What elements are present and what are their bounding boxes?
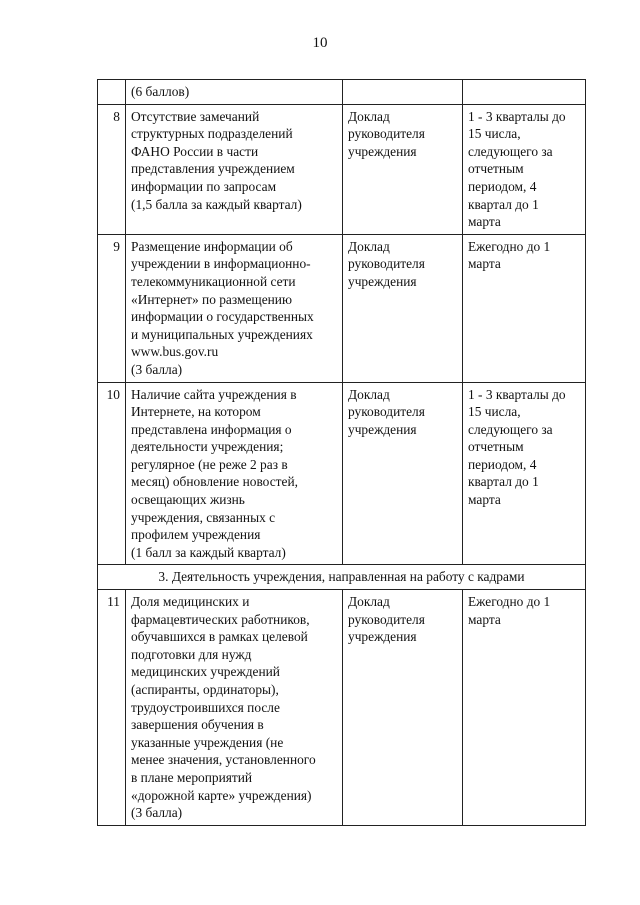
deadline [463,80,586,105]
table-row [98,80,586,105]
deadline: 1 - 3 кварталы до 15 числа, следующего за отчетным периодом, 4 квартал до 1 марта [463,382,586,565]
section-row [98,565,586,590]
row-number: 10 [98,382,126,565]
reporting-source: Доклад руководителя учреждения [343,382,463,565]
table-row [98,104,586,234]
criterion-description: Размещение информации об учреждении в информационно- телекоммуникационной сети «Интернет» по размещению информации о государственных и муниципальных учреждениях www.bus.gov.ru (3 балла) [126,234,343,382]
criteria-table [97,79,586,826]
reporting-source: Доклад руководителя учреждения [343,590,463,826]
reporting-source: Доклад руководителя учреждения [343,104,463,234]
section-heading: 3. Деятельность учреждения, направленная на работу с кадрами [98,565,586,590]
deadline: Ежегодно до 1 марта [463,234,586,382]
row-number: 8 [98,104,126,234]
table-row [98,234,586,382]
criterion-description: Отсутствие замечаний структурных подразделений ФАНО России в части представления учреждением информации по запросам (1,5 балла за каждый квартал) [126,104,343,234]
deadline: 1 - 3 кварталы до 15 числа, следующего за отчетным периодом, 4 квартал до 1 марта [463,104,586,234]
page-number: 10 [312,35,328,51]
row-number [98,80,126,105]
criterion-description: Доля медицинских и фармацевтических работников, обучавшихся в рамках целевой подготовки для нужд медицинских учреждений (аспиранты, ординаторы), трудоустроившихся после завершения обучения в указанные учреждения (не менее значения, установленного в плане мероприятий «дорожной карте» учреждения) (3 балла) [126,590,343,826]
table-row [98,590,586,826]
reporting-source [343,80,463,105]
criterion-description: Наличие сайта учреждения в Интернете, на котором представлена информация о деятельности учреждения; регулярное (не реже 2 раз в месяц) обновление новостей, освещающих жизнь учреждения, связанных с профилем учреждения (1 балл за каждый квартал) [126,382,343,565]
row-number: 9 [98,234,126,382]
reporting-source: Доклад руководителя учреждения [343,234,463,382]
table-row [98,382,586,565]
deadline: Ежегодно до 1 марта [463,590,586,826]
row-number: 11 [98,590,126,826]
criterion-description: (6 баллов) [126,80,343,105]
